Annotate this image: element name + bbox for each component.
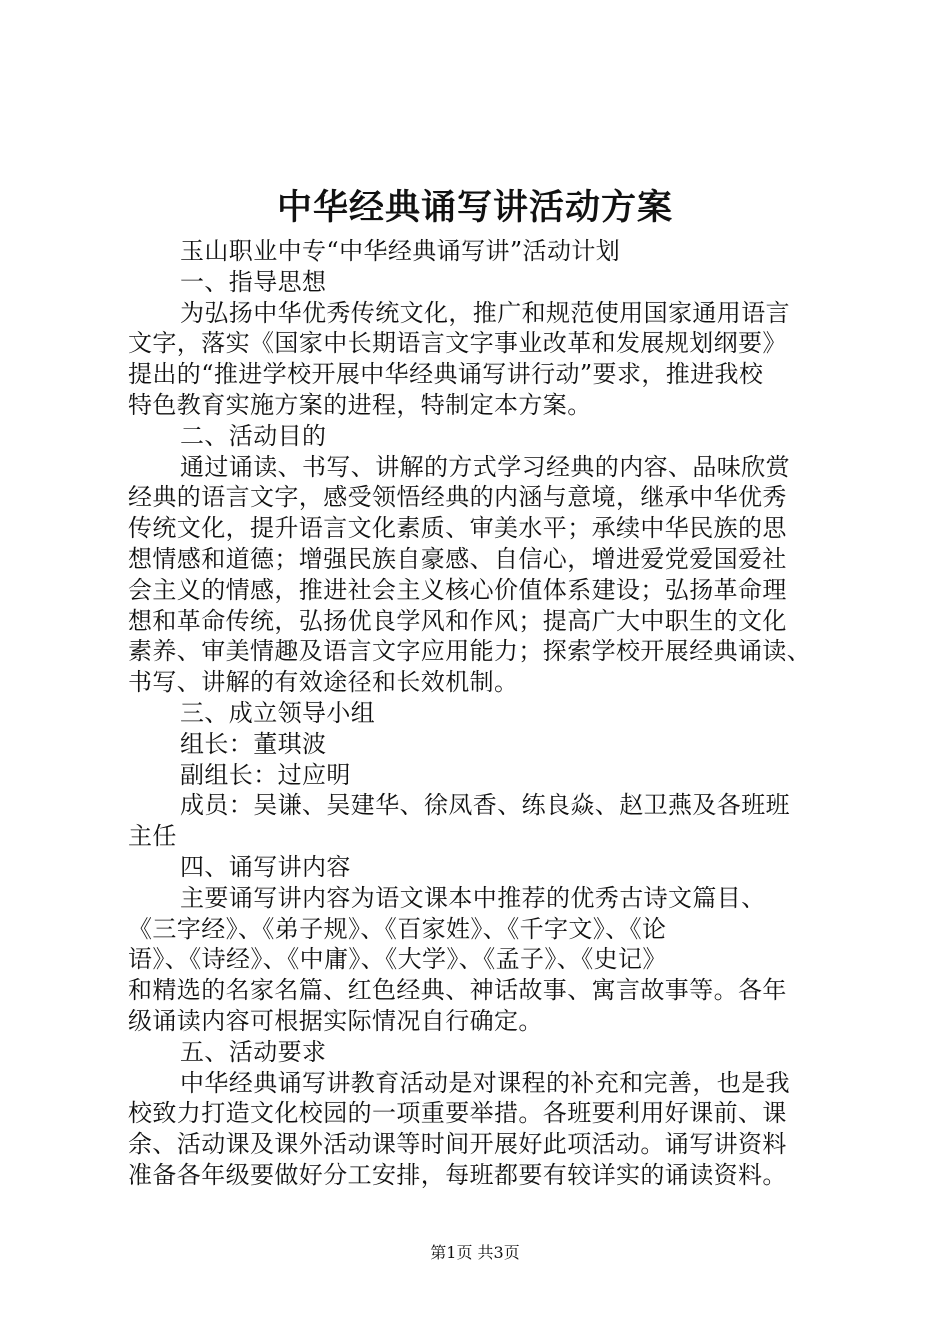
- paragraph-line: 主要诵写讲内容为语文课本中推荐的优秀古诗文篇目、: [180, 883, 766, 912]
- section-heading-activity-purpose: 二、活动目的: [180, 421, 327, 450]
- deputy-group-leader: 副组长：过应明: [180, 760, 351, 789]
- paragraph-line: 为弘扬中华优秀传统文化，推广和规范使用国家通用语言: [180, 298, 790, 327]
- group-members: 成员：吴谦、吴建华、徐凤香、练良焱、赵卫燕及各班班: [180, 791, 790, 820]
- paragraph-line: 准备各年级要做好分工安排，每班都要有较详实的诵读资料。: [128, 1160, 787, 1189]
- paragraph-line: 想情感和道德；增强民族自豪感、自信心，增进爱党爱国爱社: [128, 544, 787, 573]
- paragraph-line: 中华经典诵写讲教育活动是对课程的补充和完善，也是我: [180, 1068, 790, 1097]
- paragraph-line: 余、活动课及课外活动课等时间开展好此项活动。诵写讲资料: [128, 1130, 787, 1159]
- paragraph-line: 文字，落实《国家中长期语言文字事业改革和发展规划纲要》: [128, 329, 787, 358]
- group-members-continued: 主任: [128, 822, 177, 851]
- paragraph-line: 通过诵读、书写、讲解的方式学习经典的内容、品味欣赏: [180, 452, 790, 481]
- section-heading-guiding-ideology: 一、指导思想: [180, 267, 327, 296]
- paragraph-line: 提出的“推进学校开展中华经典诵写讲行动”要求，推进我校: [128, 360, 764, 389]
- page-footer: 第1页 共3页: [430, 1243, 520, 1262]
- paragraph-line: 《三字经》、《弟子规》、《百家姓》、《千字文》、《论: [128, 914, 667, 943]
- paragraph-line: 素养、审美情趣及语言文字应用能力；探索学校开展经典诵读、: [128, 637, 812, 666]
- section-heading-requirements: 五、活动要求: [180, 1037, 327, 1066]
- paragraph-line: 经典的语言文字，感受领悟经典的内涵与意境，继承中华优秀: [128, 483, 787, 512]
- paragraph-line: 传统文化，提升语言文化素质、审美水平；承续中华民族的思: [128, 514, 787, 543]
- paragraph-line: 想和革命传统，弘扬优良学风和作风；提高广大中职生的文化: [128, 606, 787, 635]
- paragraph-line: 书写、讲解的有效途径和长效机制。: [128, 668, 519, 697]
- paragraph-line: 级诵读内容可根据实际情况自行确定。: [128, 1006, 543, 1035]
- paragraph-line: 校致力打造文化校园的一项重要举措。各班要利用好课前、课: [128, 1099, 787, 1128]
- section-heading-content: 四、诵写讲内容: [180, 852, 351, 881]
- paragraph-line: 会主义的情感，推进社会主义核心价值体系建设；弘扬革命理: [128, 575, 787, 604]
- document-title: 中华经典诵写讲活动方案: [276, 187, 673, 228]
- paragraph-line: 和精选的名家名篇、红色经典、神话故事、寓言故事等。各年: [128, 976, 787, 1005]
- paragraph-line: 特色教育实施方案的进程，特制定本方案。: [128, 390, 592, 419]
- plan-heading: 玉山职业中专“中华经典诵写讲”活动计划: [180, 237, 621, 265]
- paragraph-line: 语》、《诗经》、《中庸》、《大学》、《孟子》、《史记》: [128, 945, 667, 974]
- group-leader: 组长：董琪波: [180, 729, 327, 758]
- document-body: [128, 236, 832, 1191]
- section-heading-leadership-group: 三、成立领导小组: [180, 698, 376, 727]
